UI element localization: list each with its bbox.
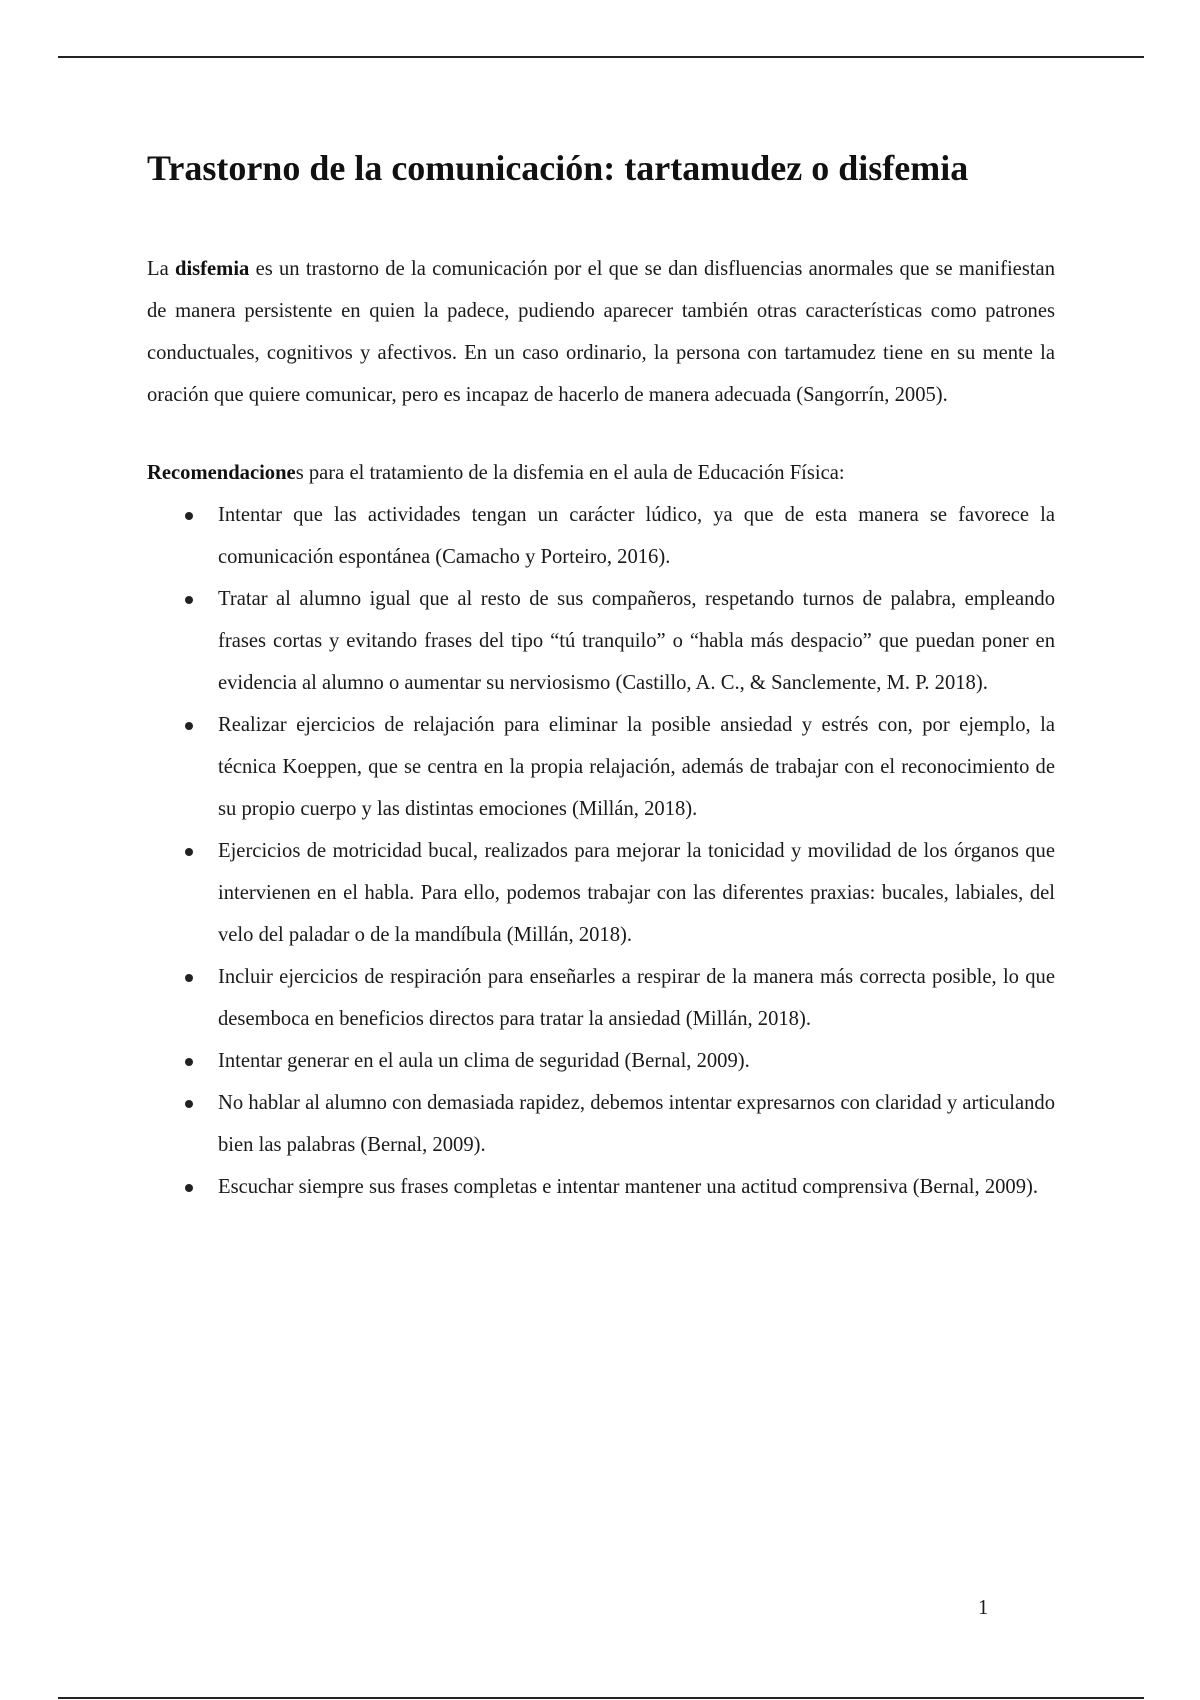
header-rule (58, 56, 1144, 58)
list-item-text: Ejercicios de motricidad bucal, realizados para mejorar la tonicidad y movilidad de los órganos que intervienen en el habla. Para ello, podemos trabajar con las diferentes praxias: bucales, labiales, del velo del paladar o de la mandíbula (Millán, 2018). (218, 840, 1055, 946)
list-item-text: Intentar que las actividades tengan un carácter lúdico, ya que de esta manera se favorece la comunicación espontánea (Camacho y Porteiro, 2016). (218, 504, 1055, 568)
list-item (147, 704, 1055, 830)
intro-paragraph (147, 248, 1055, 416)
bullet-icon (185, 722, 193, 730)
footer-rule (58, 1697, 1144, 1699)
list-item (147, 1040, 1055, 1082)
list-item (147, 1082, 1055, 1166)
recommendations-list (147, 494, 1055, 1208)
list-item-text: Intentar generar en el aula un clima de seguridad (Bernal, 2009). (218, 1050, 750, 1072)
page-number: 1 (978, 1597, 989, 1619)
list-item (147, 956, 1055, 1040)
list-item (147, 578, 1055, 704)
recommendations-heading-rest: s para el tratamiento de la disfemia en el aula de Educación Física: (295, 462, 845, 484)
bullet-icon (185, 848, 193, 856)
list-item-text: Realizar ejercicios de relajación para eliminar la posible ansiedad y estrés con, por ejemplo, la técnica Koeppen, que se centra en la propia relajación, además de trabajar con el reconocimiento de su propio cuerpo y las distintas emociones (Millán, 2018). (218, 714, 1055, 820)
document-page (147, 140, 1055, 1208)
recommendations-heading-bold: Recomendacione (147, 462, 296, 484)
bullet-icon (185, 596, 193, 604)
list-item-text: Escuchar siempre sus frases completas e intentar mantener una actitud comprensiva (Bernal, 2009). (218, 1176, 1039, 1198)
bullet-icon (185, 1100, 193, 1108)
list-item (147, 830, 1055, 956)
list-item-text: No hablar al alumno con demasiada rapidez, debemos intentar expresarnos con claridad y articulando bien las palabras (Bernal, 2009). (218, 1092, 1055, 1156)
list-item (147, 1166, 1055, 1208)
list-item-text: Incluir ejercicios de respiración para enseñarles a respirar de la manera más correcta posible, lo que desemboca en beneficios directos para tratar la ansiedad (Millán, 2018). (218, 966, 1055, 1030)
list-item-text: Tratar al alumno igual que al resto de sus compañeros, respetando turnos de palabra, empleando frases cortas y evitando frases del tipo “tú tranquilo” o “habla más despacio” que puedan poner en evidencia al alumno o aumentar su nerviosismo (Castillo, A. C., & Sanclemente, M. P. 2018). (218, 588, 1055, 694)
bullet-icon (185, 974, 193, 982)
bullet-icon (185, 512, 193, 520)
intro-term: disfemia (174, 258, 250, 280)
recommendations-heading (147, 452, 1055, 494)
bullet-icon (185, 1184, 193, 1192)
list-item (147, 494, 1055, 578)
document-title: Trastorno de la comunicación: tartamudez o disfemia (147, 148, 969, 188)
intro-text: es un trastorno de la comunicación por el que se dan disfluencias anormales que se manifiestan de manera persistente en quien la padece, pudiendo aparecer también otras características como patrones conductuales, cognitivos y afectivos. En un caso ordinario, la persona con tartamudez tiene en su mente la oración que quiere comunicar, pero es incapaz de hacerlo de manera adecuada (Sangorrín, 2005). (147, 258, 1055, 406)
bullet-icon (185, 1058, 193, 1066)
intro-prefix: La (147, 258, 175, 280)
